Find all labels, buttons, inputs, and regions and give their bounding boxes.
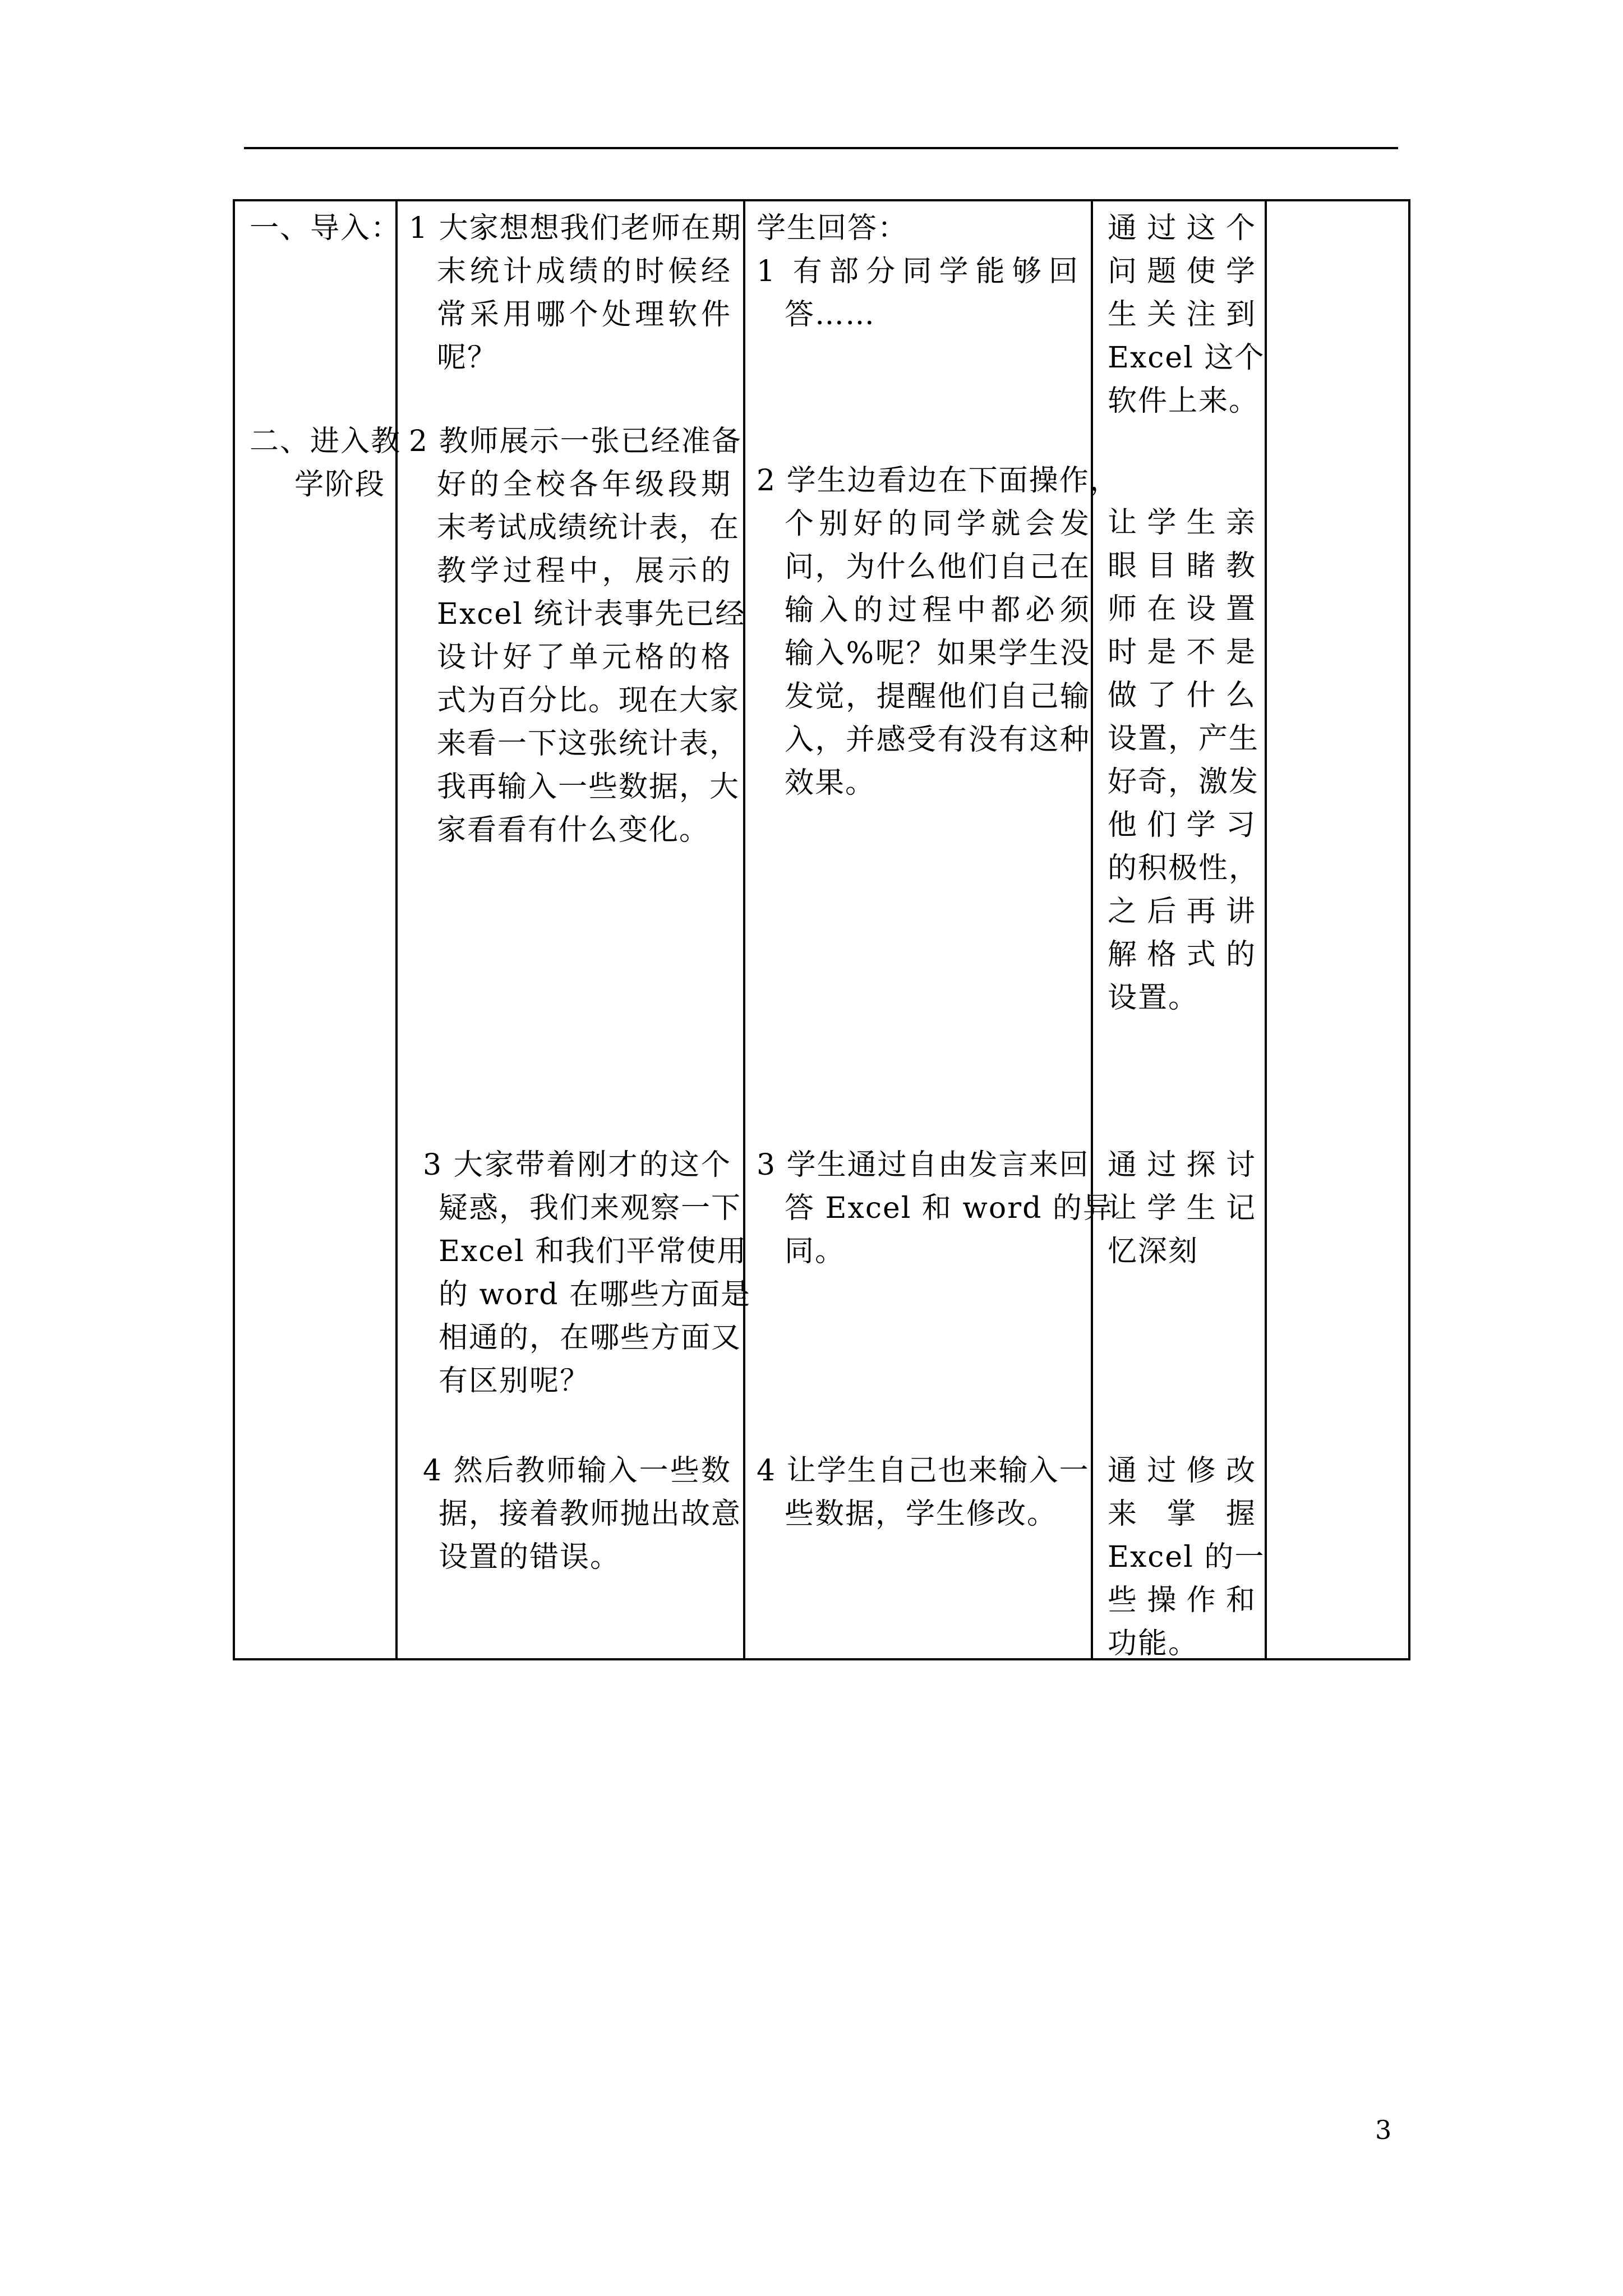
lesson-plan-table (233, 199, 1410, 1660)
teacher-activity-cell (396, 200, 751, 1659)
header-rule (244, 147, 1398, 149)
page-number: 3 (1375, 2115, 1392, 2145)
intent-item-2: 让学生亲 眼目睹教 师在设置 时是不是 做了什么 设置，产生 好奇，激发 他们学习 的积极性， 之后再讲 解格式的 设置。 (1108, 506, 1260, 1015)
teacher-item-2: 2 教师展示一张已经准备 好的全校各年级段期 末考试成绩统计表，在 教学过程中，展示的 Excel 统计表事先已经 设计好了单元格的格 式为百分比。现在大家 来看一下这张统计表， 我再输入一些数据，大 家看看有什么变化。 (409, 425, 746, 847)
student-activity-cell (744, 200, 1120, 1659)
teacher-item-4: 4 然后教师输入一些数 据，接着教师抛出故意 设置的错误。 (423, 1454, 742, 1574)
intent-item-3: 通过探讨 让学生记 忆深刻 (1108, 1148, 1256, 1268)
design-intent-cell (1092, 200, 1266, 1659)
student-item-1: 学生回答： 1 有部分同学能够回 答…… (757, 211, 1079, 332)
student-item-3: 3 学生通过自由发言来回 答 Excel 和 word 的异 同。 (757, 1148, 1113, 1268)
table-row (234, 200, 1409, 1659)
teacher-item-3: 3 大家带着刚才的这个 疑惑，我们来观察一下 Excel 和我们平常使用 的 word 在哪些方面是 相通的，在哪些方面又 有区别呢？ (423, 1148, 751, 1398)
notes-cell (1266, 200, 1409, 1659)
intent-item-1: 通过这个 问题使学 生关注到 Excel 这个 软件上来。 (1108, 211, 1265, 418)
stage-cell (234, 200, 402, 1659)
stage-intro-label: 一、导入： (250, 211, 402, 245)
stage-teaching-label: 二、进入教 学阶段 (250, 425, 402, 501)
teacher-item-1: 1 大家想想我们老师在期 末统计成绩的时候经 常采用哪个处理软件 呢？ (409, 211, 742, 375)
intent-item-4: 通过修改 来 掌 握 Excel 的一 些操作和 功能。 (1108, 1454, 1265, 1660)
student-item-2: 2 学生边看边在下面操作， 个别好的同学就会发 问，为什么他们自己在 输入的过程中都必须 输入%呢？如果学生没 发觉，提醒他们自己输 入，并感受有没有这种 效果。 (757, 464, 1120, 800)
student-item-4: 4 让学生自己也来输入一 些数据，学生修改。 (757, 1454, 1090, 1531)
